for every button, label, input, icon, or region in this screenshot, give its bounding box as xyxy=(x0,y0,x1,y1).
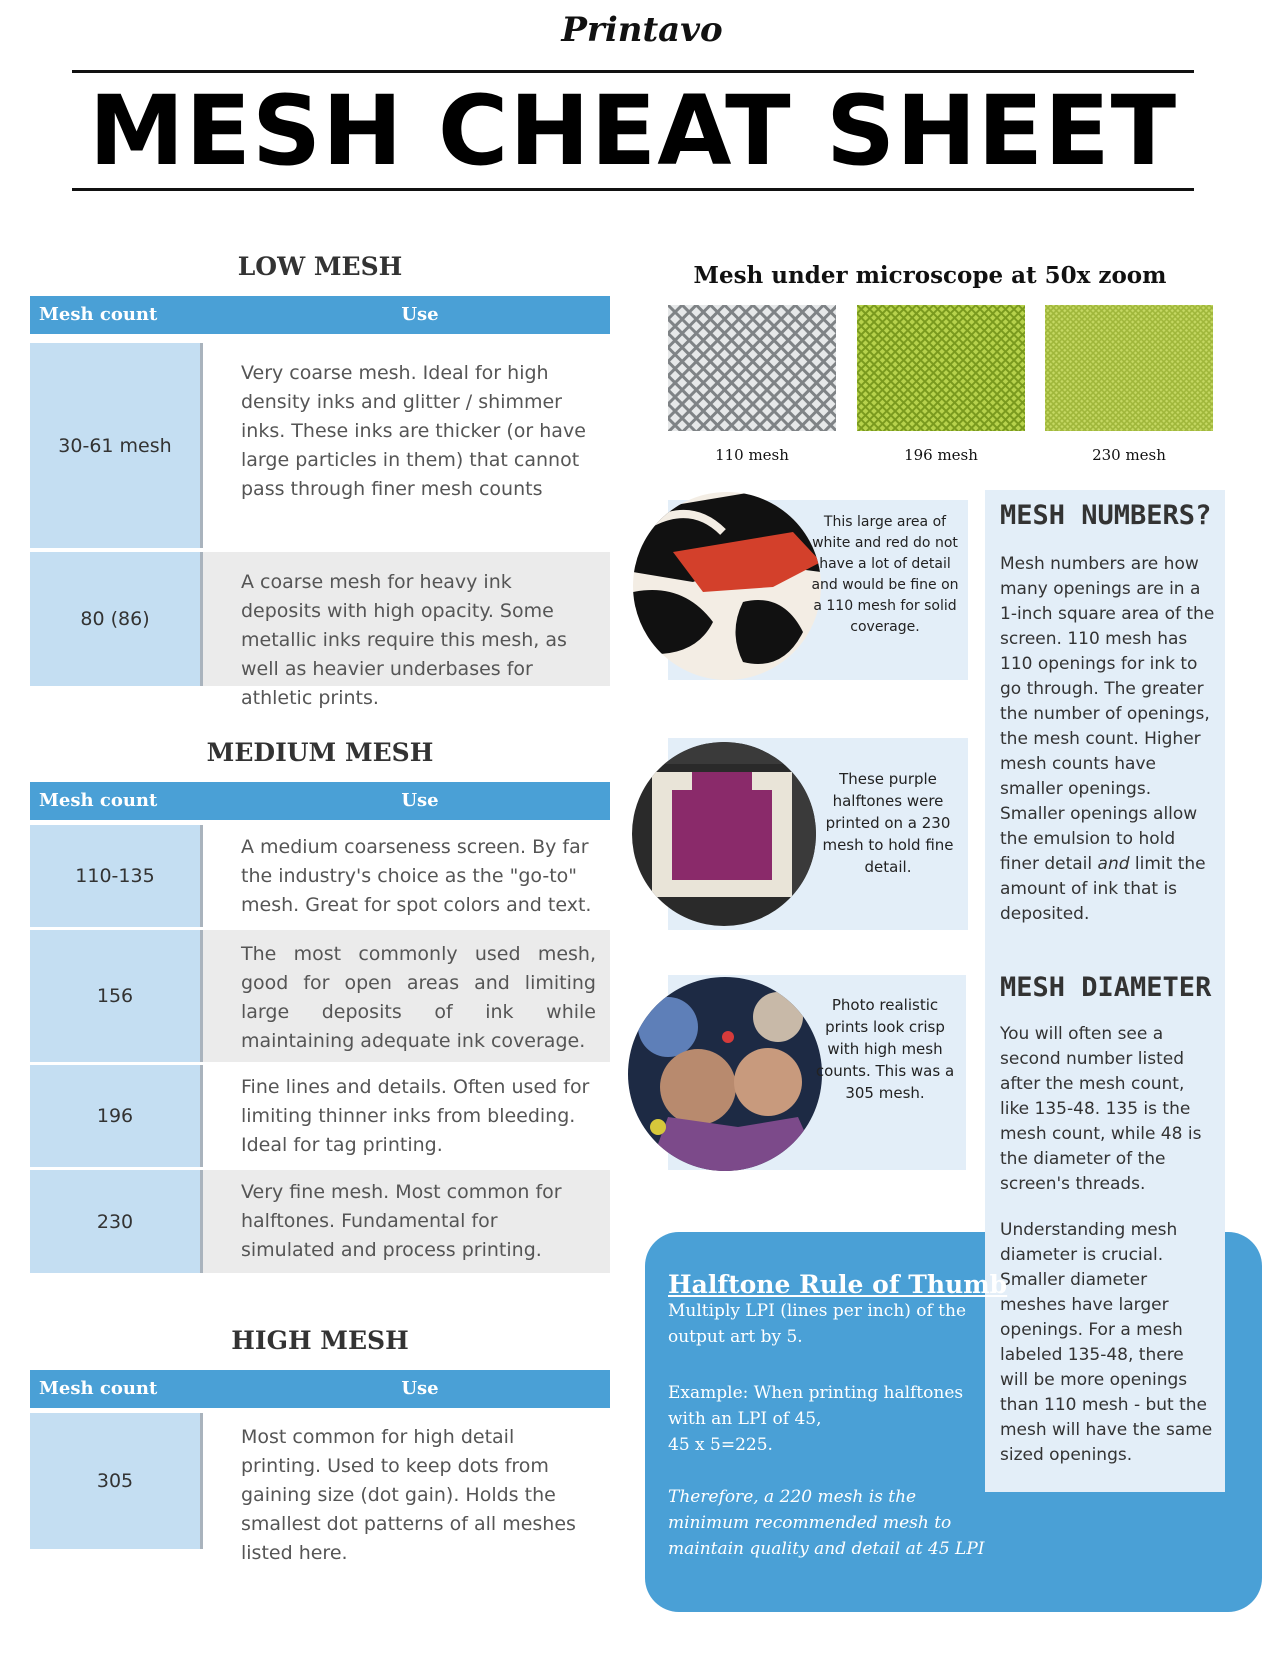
table-row xyxy=(30,1170,610,1273)
halftone-rule: Multiply LPI (lines per inch) of the output art by 5. xyxy=(668,1301,967,1347)
header-mesh-count: Mesh count xyxy=(39,790,158,811)
table-row xyxy=(30,1065,610,1167)
high-mesh-title: HIGH MESH xyxy=(231,1326,409,1355)
header-mesh-count: Mesh count xyxy=(39,1378,158,1399)
mesh-diameter-title: MESH DIAMETER xyxy=(1000,972,1212,1003)
mesh-count-cell: 196 xyxy=(30,1065,203,1167)
photo-example-caption: Photo realistic prints look crisp with high mesh counts. This was a 305 mesh. xyxy=(815,996,955,1102)
mesh-numbers-title: MESH NUMBERS? xyxy=(1000,500,1212,531)
medium-table-header xyxy=(30,782,610,820)
mesh-230-label: 230 mesh xyxy=(1092,446,1166,464)
halftone-example-1: Example: When printing halftones with an LPI of 45, xyxy=(668,1383,964,1429)
medium-mesh-title: MEDIUM MESH xyxy=(206,738,434,767)
mesh-count-cell: 230 xyxy=(30,1170,203,1273)
mesh-count-cell: 110-135 xyxy=(30,825,203,927)
halftone-conclusion: Therefore, a 220 mesh is the minimum recommended mesh to maintain quality and detail at 45 LPI xyxy=(668,1487,985,1559)
solid-example-caption: This large area of white and red do not have a lot of detail and would be fine on a 110 mesh for solid coverage. xyxy=(811,514,959,635)
mesh-196-image xyxy=(857,305,1025,431)
header-use: Use xyxy=(401,790,439,811)
mesh-110-label: 110 mesh xyxy=(715,446,789,464)
table-row xyxy=(30,1413,610,1564)
photo-print-photo xyxy=(628,977,822,1171)
use-cell: Fine lines and details. Often used for limiting thinner inks from bleeding. Ideal for tag printing. xyxy=(203,1065,610,1167)
halftone-example-2: 45 x 5=225. xyxy=(668,1435,773,1455)
use-cell: Very fine mesh. Most common for halftones. Fundamental for simulated and process printing. xyxy=(203,1170,610,1273)
table-row xyxy=(30,825,610,927)
bottom-rule xyxy=(72,188,1194,191)
brand-logo: Printavo xyxy=(561,10,723,50)
use-cell: A medium coarseness screen. By far the industry's choice as the "go-to" mesh. Great for spot colors and text. xyxy=(203,825,610,927)
mesh-diameter-text-2: Understanding mesh diameter is crucial. Smaller diameter meshes have larger openings. For a mesh labeled 135-48, there will be more openings than 110 mesh - but the mesh will have the same sized openings. xyxy=(1000,1220,1213,1465)
use-cell: Very coarse mesh. Ideal for high density inks and glitter / shimmer inks. These inks are thicker (or have large particles in them) that cannot pass through finer mesh counts xyxy=(203,343,610,548)
table-row xyxy=(30,930,610,1062)
low-table-header xyxy=(30,296,610,334)
mesh-numbers-text: Mesh numbers are how many openings are in a 1-inch square area of the screen. 110 mesh has 110 openings for ink to go through. The greater the number of openings, the mesh count. Higher mesh counts have smaller openings. Smaller openings allow the emulsion to hold finer detail and limit the amount of ink that is deposited. xyxy=(1000,554,1215,924)
mesh-count-cell: 80 (86) xyxy=(30,552,203,686)
mesh-count-cell: 305 xyxy=(30,1413,203,1549)
header-use: Use xyxy=(401,1378,439,1399)
mesh-230-image xyxy=(1045,305,1213,431)
top-rule xyxy=(72,70,1194,73)
low-mesh-title: LOW MESH xyxy=(237,252,403,281)
mesh-diameter-text-1: You will often see a second number listed after the mesh count, like 135-48. 135 is the mesh count, while 48 is the diameter of the screen's threads. xyxy=(1000,1024,1202,1194)
mesh-count-cell: 156 xyxy=(30,930,203,1062)
purple-print-photo xyxy=(632,742,816,926)
use-cell: Most common for high detail printing. Used to keep dots from gaining size (dot gain). Holds the smallest dot patterns of all meshes listed here. xyxy=(203,1413,610,1549)
table-row xyxy=(30,343,610,548)
table-row xyxy=(30,552,610,709)
microscope-title: Mesh under microscope at 50x zoom xyxy=(693,262,1167,289)
page-title: MESH CHEAT SHEET xyxy=(88,75,1178,187)
use-cell: The most commonly used mesh, good for open areas and limiting large deposits of ink while maintaining adequate ink coverage. xyxy=(203,930,610,1062)
mesh-196-label: 196 mesh xyxy=(904,446,978,464)
mesh-count-cell: 30-61 mesh xyxy=(30,343,203,548)
solid-print-photo xyxy=(633,492,821,680)
header-use: Use xyxy=(401,304,439,325)
high-table-header xyxy=(30,1370,610,1408)
use-cell: A coarse mesh for heavy ink deposits with high opacity. Some metallic inks require this mesh, as well as heavier underbases for athletic prints. xyxy=(203,552,610,686)
header-mesh-count: Mesh count xyxy=(39,304,158,325)
mesh-110-image xyxy=(668,305,836,431)
halftone-title: Halftone Rule of Thumb xyxy=(668,1270,1008,1299)
purple-example-caption: These purple halftones were printed on a 230 mesh to hold fine detail. xyxy=(822,770,954,876)
